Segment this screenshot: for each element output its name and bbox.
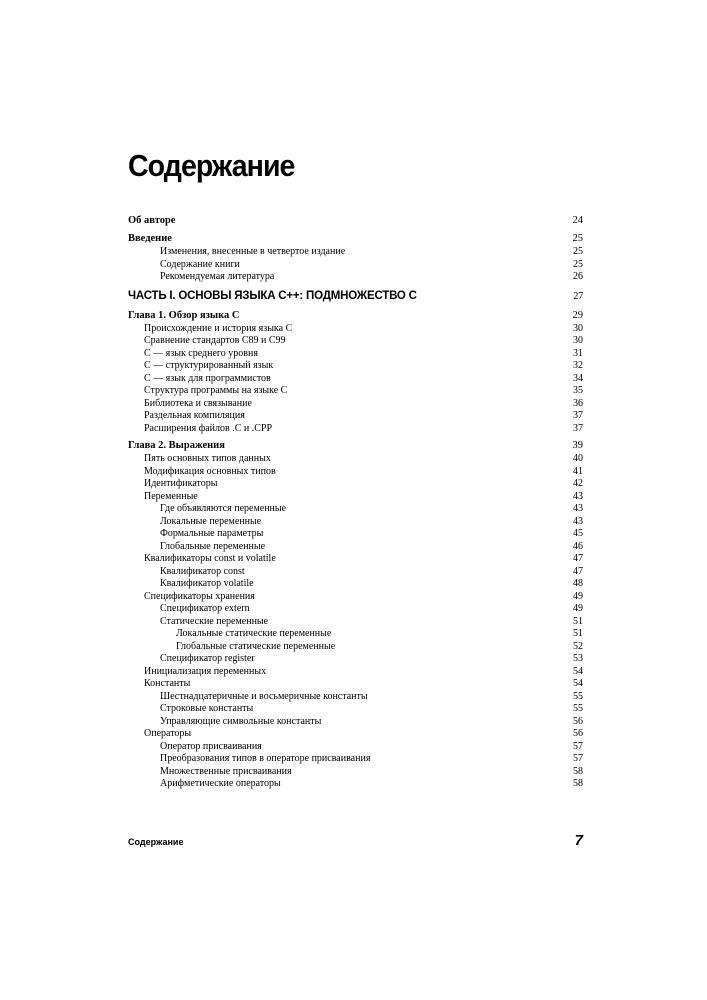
toc-entry-title: Шестнадцатеричные и восьмеричные константы xyxy=(160,690,368,702)
toc-entry xyxy=(128,578,583,591)
toc-page-number: 55 xyxy=(573,690,583,702)
toc-entry xyxy=(128,528,583,541)
toc-entry xyxy=(128,616,583,629)
toc-page-number: 55 xyxy=(573,703,583,714)
toc-page-number: 47 xyxy=(573,565,583,577)
toc-page-number: 47 xyxy=(573,553,583,564)
toc-entry-title: Структура программы на языке С xyxy=(144,385,288,396)
toc-entry-title: Константы xyxy=(144,678,191,689)
toc-page-number: 49 xyxy=(573,603,583,614)
toc-page-number: 51 xyxy=(573,628,583,639)
toc-entry-title: Квалификатор volatile xyxy=(160,578,254,589)
toc-entry-title: Содержание книги xyxy=(160,258,240,270)
toc-page-number: 25 xyxy=(572,233,583,244)
toc-page-number: 54 xyxy=(573,665,583,677)
running-footer-title: Содержание xyxy=(128,837,184,847)
toc-entry-title: Управляющие символьные константы xyxy=(160,715,322,727)
toc-entry-title: Квалификатор const xyxy=(160,565,245,577)
toc-entry-title: Инициализация переменных xyxy=(144,665,267,677)
toc-page-number: 57 xyxy=(573,753,583,764)
toc-entry xyxy=(128,246,583,259)
toc-entry xyxy=(128,423,583,436)
toc-entry xyxy=(128,591,583,604)
toc-page-number: 43 xyxy=(573,515,583,527)
toc-entry-title: Об авторе xyxy=(128,215,176,226)
toc-entry xyxy=(128,348,583,361)
toc-entry-title: Операторы xyxy=(144,728,192,739)
toc-page-number: 29 xyxy=(572,309,583,321)
toc-entry xyxy=(128,410,583,423)
toc-entry-title: Спецификаторы хранения xyxy=(144,590,255,602)
toc-entry-title: Спецификатор register xyxy=(160,653,255,664)
toc-entry xyxy=(128,666,583,679)
toc-page-number: 58 xyxy=(573,765,583,777)
toc-page-number: 48 xyxy=(573,578,583,589)
toc-entry-title: Спецификатор extern xyxy=(160,603,250,614)
toc-entry-title: Происхождение и история языка С xyxy=(144,322,293,334)
toc-entry xyxy=(128,373,583,386)
toc-entry xyxy=(128,766,583,779)
toc-entry-title: Локальные переменные xyxy=(160,515,262,527)
toc-entry xyxy=(128,703,583,716)
toc-entry xyxy=(128,741,583,754)
toc-entry xyxy=(128,466,583,479)
toc-entry-title: Рекомендуемая литература xyxy=(160,271,275,282)
toc-page-number: 42 xyxy=(573,478,583,489)
toc-entry-title: Идентификаторы xyxy=(144,478,218,489)
toc-entry-title: Изменения, внесенные в четвертое издание xyxy=(160,246,346,257)
toc-entry-title: Расширения файлов .С и .СРР xyxy=(144,422,273,434)
toc-entry xyxy=(128,503,583,516)
toc-entry-title: Арифметические операторы xyxy=(160,778,281,789)
toc-entry-title: Где объявляются переменные xyxy=(160,503,287,514)
toc-entry xyxy=(128,716,583,729)
toc-page-number: 24 xyxy=(572,215,583,226)
toc-entry-title: Глобальные переменные xyxy=(160,540,266,552)
toc-entry xyxy=(128,778,583,791)
toc-entry xyxy=(128,385,583,398)
toc-chapter xyxy=(128,213,583,228)
toc-page-number: 36 xyxy=(573,397,583,409)
toc-page-number: 57 xyxy=(573,740,583,752)
toc-entry xyxy=(128,753,583,766)
toc-page-number: 51 xyxy=(573,615,583,627)
toc-page-number: 39 xyxy=(572,440,583,451)
toc-entry-title: Локальные статические переменные xyxy=(176,628,332,639)
toc-page-number: 30 xyxy=(573,335,583,346)
toc-page-number: 35 xyxy=(573,385,583,396)
toc-page-number: 27 xyxy=(573,290,583,302)
toc-chapter xyxy=(128,308,583,323)
toc-entry xyxy=(128,653,583,666)
toc-entry xyxy=(128,360,583,373)
toc-page-number: 37 xyxy=(573,422,583,434)
toc-entry xyxy=(128,678,583,691)
toc-page-number: 54 xyxy=(573,678,583,689)
toc-entry-title: Формальные параметры xyxy=(160,528,264,539)
toc-page-number: 31 xyxy=(573,347,583,359)
toc-entry-title: Переменные xyxy=(144,490,198,502)
toc-entry xyxy=(128,691,583,704)
toc-page-number: 37 xyxy=(573,410,583,421)
toc-entry-title: Модификация основных типов xyxy=(144,465,276,477)
page-footer xyxy=(128,832,583,849)
toc-page-number: 43 xyxy=(573,490,583,502)
toc-entry-title: Глава 1. Обзор языка С xyxy=(128,309,240,321)
toc-entry-title: С — структурированный язык xyxy=(144,360,274,371)
toc-entry xyxy=(128,566,583,579)
table-of-contents xyxy=(128,213,583,791)
toc-page-number: 32 xyxy=(573,360,583,371)
toc-part xyxy=(128,287,583,305)
toc-entry-title: Пять основных типов данных xyxy=(144,453,271,464)
toc-entry xyxy=(128,491,583,504)
toc-entry-title: Оператор присваивания xyxy=(160,740,262,752)
toc-page-number: 25 xyxy=(573,258,583,270)
toc-entry xyxy=(128,553,583,566)
toc-entry-title: Множественные присваивания xyxy=(160,765,292,777)
toc-chapter xyxy=(128,231,583,246)
toc-page-number: 41 xyxy=(573,465,583,477)
page-number: 7 xyxy=(574,832,583,849)
toc-chapter xyxy=(128,438,583,453)
toc-entry xyxy=(128,323,583,336)
toc-page-number: 26 xyxy=(573,271,583,282)
toc-entry xyxy=(128,453,583,466)
toc-page-number: 56 xyxy=(573,728,583,739)
toc-page-number: 30 xyxy=(573,322,583,334)
toc-entry xyxy=(128,398,583,411)
toc-page-number: 49 xyxy=(573,590,583,602)
page-title: Содержание xyxy=(128,148,295,183)
toc-page-number: 53 xyxy=(573,653,583,664)
toc-page-number: 43 xyxy=(573,503,583,514)
toc-page-number: 52 xyxy=(573,640,583,652)
toc-page-number: 40 xyxy=(573,453,583,464)
toc-page-number: 56 xyxy=(573,715,583,727)
toc-entry xyxy=(128,603,583,616)
toc-entry xyxy=(128,335,583,348)
toc-entry-title: С — язык для программистов xyxy=(144,372,271,384)
toc-page-number: 34 xyxy=(573,372,583,384)
toc-entry xyxy=(128,478,583,491)
toc-entry xyxy=(128,259,583,272)
toc-entry xyxy=(128,271,583,284)
toc-entry xyxy=(128,628,583,641)
toc-entry-title: Строковые константы xyxy=(160,703,254,714)
toc-page-number: 25 xyxy=(573,246,583,257)
toc-entry-title: ЧАСТЬ I. ОСНОВЫ ЯЗЫКА С++: ПОДМНОЖЕСТВО С xyxy=(128,289,417,302)
toc-entry-title: Введение xyxy=(128,233,172,244)
toc-entry xyxy=(128,728,583,741)
toc-entry-title: Квалификаторы const и volatile xyxy=(144,553,276,564)
toc-entry xyxy=(128,541,583,554)
toc-page-number: 45 xyxy=(573,528,583,539)
toc-entry-title: Преобразования типов в операторе присваивания xyxy=(160,753,371,764)
toc-entry-title: Глобальные статические переменные xyxy=(176,640,336,652)
toc-entry-title: Статические переменные xyxy=(160,615,269,627)
toc-page-number: 58 xyxy=(573,778,583,789)
toc-entry-title: Раздельная компиляция xyxy=(144,410,245,421)
toc-entry-title: Глава 2. Выражения xyxy=(128,440,225,451)
toc-page-number: 46 xyxy=(573,540,583,552)
toc-entry xyxy=(128,516,583,529)
toc-entry-title: Сравнение стандартов С89 и С99 xyxy=(144,335,286,346)
toc-entry-title: Библиотека и связывание xyxy=(144,397,252,409)
toc-entry xyxy=(128,641,583,654)
toc-entry-title: С — язык среднего уровня xyxy=(144,347,258,359)
